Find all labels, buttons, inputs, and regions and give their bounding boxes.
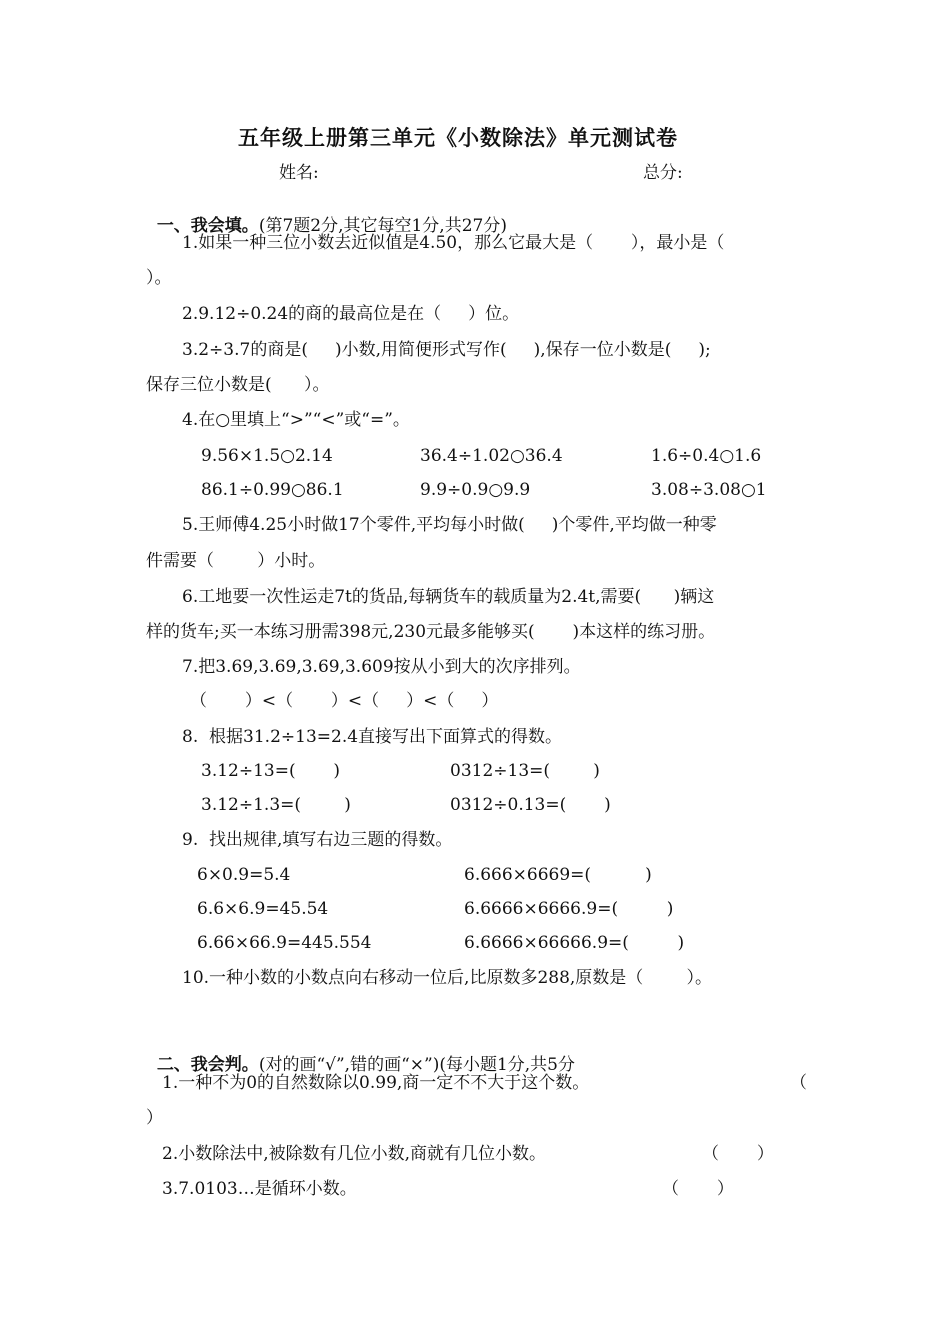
- section1-header: [146, 201, 507, 235]
- q4-item: 36.4÷1.02○36.4: [420, 446, 563, 466]
- j2-paren: （ ）: [702, 1144, 774, 1164]
- q9-left-item: 6×0.9=5.4: [197, 865, 291, 885]
- q8: 8. 根据31.2÷13=2.4直接写出下面算式的得数。: [182, 727, 563, 747]
- q5-line2: 件需要（ ）小时。: [146, 551, 326, 571]
- q8-item: 3.12÷1.3=( ): [201, 795, 351, 815]
- j3-paren: （ ）: [662, 1179, 734, 1199]
- j2: 2.小数除法中,被除数有几位小数,商就有几位小数。: [162, 1144, 547, 1164]
- section1-note: (第7题2分,其它每空1分,共27分): [258, 216, 507, 236]
- q4-item: 3.08÷3.08○1: [651, 480, 767, 500]
- q3-line2: 保存三位小数是( ）。: [146, 375, 330, 395]
- section1-heading: 一、我会填。: [156, 216, 259, 236]
- q9: 9. 找出规律,填写右边三题的得数。: [182, 830, 453, 850]
- j3: 3.7.0103…是循环小数。: [162, 1179, 357, 1199]
- q4-item: 9.56×1.5○2.14: [201, 446, 333, 466]
- q6-line2: 样的货车;买一本练习册需398元,230元最多能够买( )本这样的练习册。: [146, 622, 716, 642]
- q9-left-item: 6.66×66.9=445.554: [197, 933, 372, 953]
- q9-right-item: 6.666×6669=( ): [464, 865, 652, 885]
- q7: 7.把3.69,3.69,3.69,3.609按从小到大的次序排列。: [182, 657, 581, 677]
- q9-left-item: 6.6×6.9=45.54: [197, 899, 329, 919]
- q5-line1: 5.王师傅4.25小时做17个零件,平均每小时做( )个零件,平均做一种零: [182, 515, 717, 535]
- q4-item: 1.6÷0.4○1.6: [651, 446, 762, 466]
- page-title: 五年级上册第三单元《小数除法》单元测试卷: [238, 125, 678, 150]
- q2: 2.9.12÷0.24的商的最高位是在（ ）位。: [182, 304, 520, 324]
- q10: 10.一种小数的小数点向右移动一位后,比原数多288,原数是（ ）。: [182, 968, 713, 988]
- q8-item: 0312÷13=( ): [450, 761, 600, 781]
- q1-line2: ）。: [146, 268, 172, 288]
- q6-line1: 6.工地要一次性运走7t的货品,每辆货车的载质量为2.4t,需要( )辆这: [182, 587, 715, 607]
- q9-right-item: 6.6666×6666.9=( ): [464, 899, 674, 919]
- j1-line1: 1.一种不为0的自然数除以0.99,商一定不不大于这个数。: [162, 1073, 590, 1093]
- name-label: 姓名:: [279, 163, 319, 183]
- q4-item: 86.1÷0.99○86.1: [201, 480, 344, 500]
- q8-item: 3.12÷13=( ): [201, 761, 341, 781]
- q1-line1: 1.如果一种三位小数去近似值是4.50，那么它最大是（ ），最小是（: [182, 233, 725, 253]
- q8-item: 0312÷0.13=( ): [450, 795, 611, 815]
- section2-note: (对的画“√”,错的画“×”)(每小题1分,共5分: [258, 1055, 575, 1075]
- q3-line1: 3.2÷3.7的商是( )小数,用简便形式写作( ),保存一位小数是( );: [182, 340, 711, 360]
- q9-right-item: 6.6666×66666.9=( ): [464, 933, 685, 953]
- q4: 4.在○里填上“>”“<”或“=”。: [182, 410, 410, 430]
- score-label: 总分:: [643, 163, 683, 183]
- q4-item: 9.9÷0.9○9.9: [420, 480, 531, 500]
- q7-blanks: （ ）<（ ）<（ ）<（ ）: [190, 691, 499, 711]
- section2-heading: 二、我会判。: [156, 1055, 259, 1075]
- section2-header: [146, 1040, 575, 1074]
- j1-paren-open: （: [790, 1073, 807, 1093]
- j1-line2: ）: [146, 1108, 163, 1128]
